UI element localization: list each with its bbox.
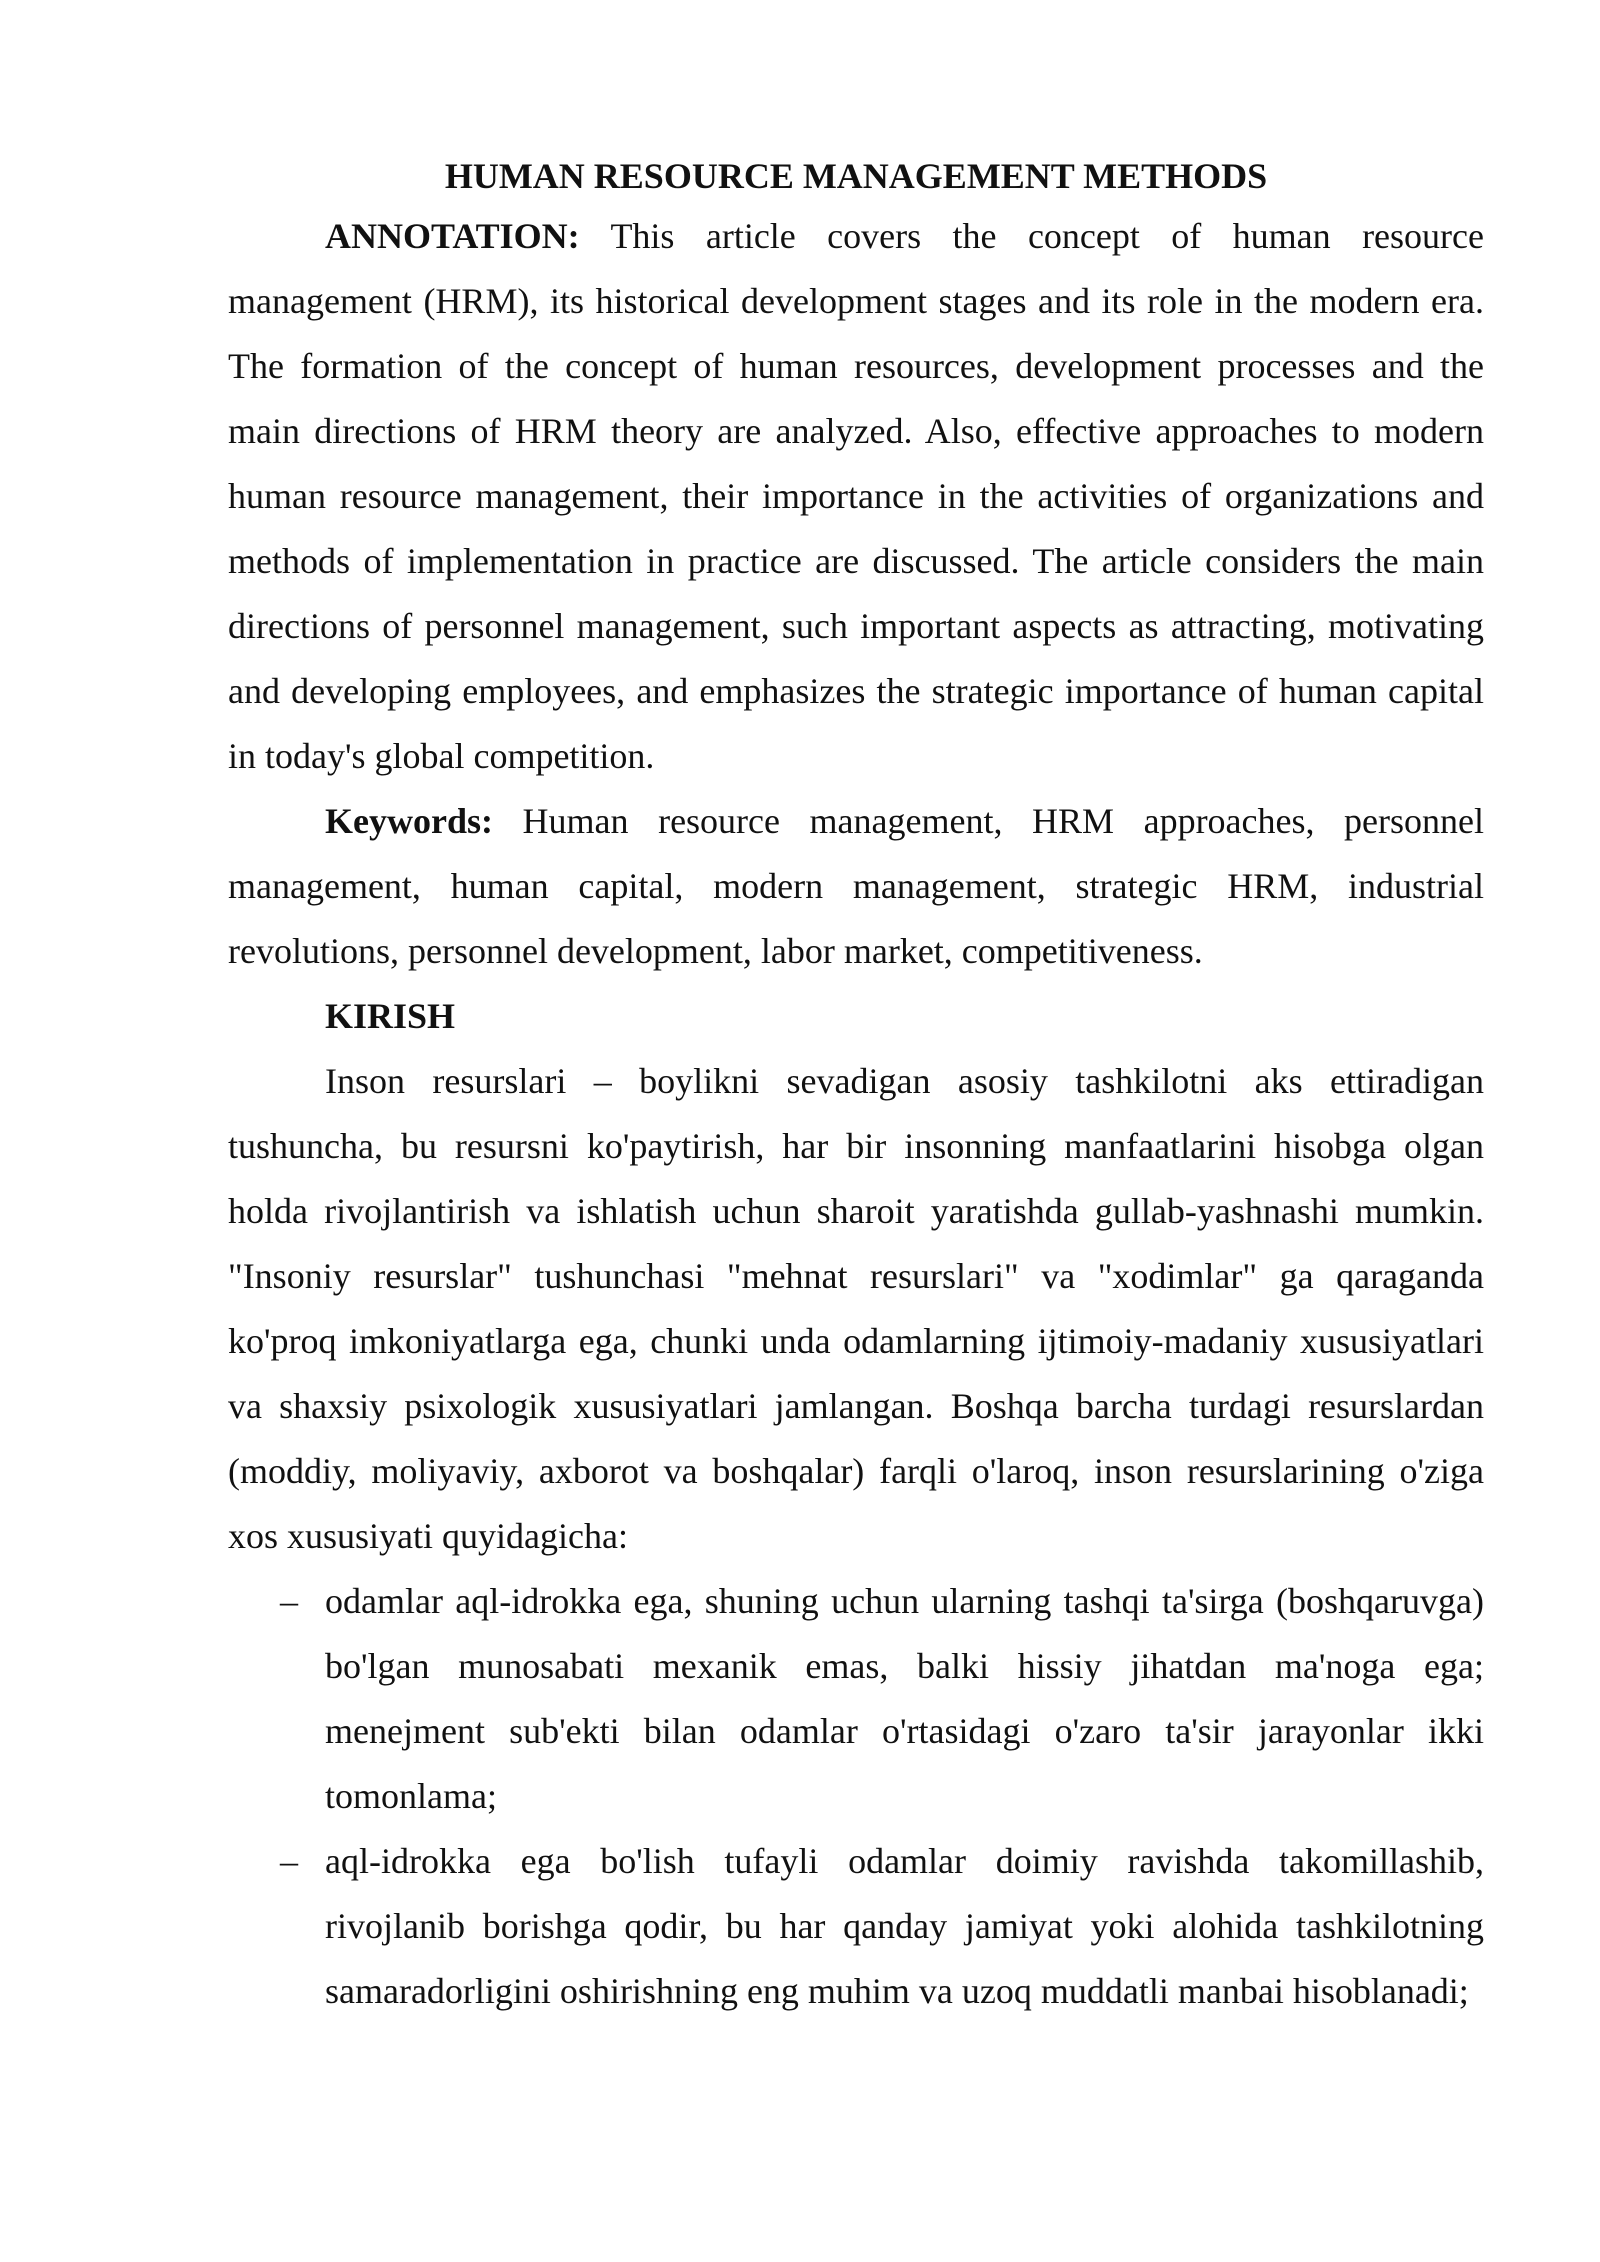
- annotation-label: ANNOTATION:: [325, 216, 580, 256]
- document-title: HUMAN RESOURCE MANAGEMENT METHODS: [444, 156, 1268, 196]
- section-heading-kirish: KIRISH: [325, 996, 456, 1036]
- bullet-list: [228, 1569, 1484, 2024]
- keywords-label: Keywords:: [325, 801, 493, 841]
- list-item: [228, 1829, 1484, 2024]
- dash-bullet-icon: –: [280, 1841, 298, 1881]
- annotation-text: This article covers the concept of human resource management (HRM), its historical development stages and its role in the modern era. The formation of the concept of human resources, development processes and the main directions of HRM theory are analyzed. Also, effective approaches to modern human resource management, their importance in the activities of organizations and methods of implementation in practice are discussed. The article considers the main directions of personnel management, such important aspects as attracting, motivating and developing employees, and emphasizes the strategic importance of human capital in today's global competition.: [228, 216, 1484, 776]
- keywords-paragraph: [228, 789, 1484, 984]
- dash-bullet-icon: –: [280, 1581, 298, 1621]
- list-item-text: aql-idrokka ega bo'lish tufayli odamlar doimiy ravishda takomillashib, rivojlanib borishga qodir, bu har qanday jamiyat yoki alohida tashkilotning samaradorligini oshirishning eng muhim va uzoq muddatli manbai hisoblanadi;: [325, 1841, 1484, 2011]
- keywords-text: Human resource management, HRM approaches, personnel management, human capital, modern management, strategic HRM, industrial revolutions, personnel development, labor market, competitiveness.: [228, 801, 1485, 971]
- list-item: [228, 1569, 1484, 1829]
- intro-paragraph: Inson resurslari – boylikni sevadigan asosiy tashkilotni aks ettiradigan tushuncha, bu resursni ko'paytirish, har bir insonning manfaatlarini hisobga olgan holda rivojlantirish va ishlatish uchun sharoit yaratishda gullab-yashnashi mumkin. "Insoniy resurslar" tushunchasi "mehnat resurslari" va "xodimlar" ga qaraganda ko'proq imkoniyatlarga ega, chunki unda odamlarning ijtimoiy-madaniy xususiyatlari va shaxsiy psixologik xususiyatlari jamlangan. Boshqa barcha turdagi resurslardan (moddiy, moliyaviy, axborot va boshqalar) farqli o'laroq, inson resurslarining o'ziga xos xususiyati quyidagicha:: [228, 1061, 1484, 1556]
- document-page: [228, 148, 1484, 2024]
- annotation-paragraph: [228, 204, 1484, 789]
- list-item-text: odamlar aql-idrokka ega, shuning uchun ularning tashqi ta'sirga (boshqaruvga) bo'lgan munosabati mexanik emas, balki hissiy jihatdan ma'noga ega; menejment sub'ekti bilan odamlar o'rtasidagi o'zaro ta'sir jarayonlar ikki tomonlama;: [325, 1581, 1484, 1816]
